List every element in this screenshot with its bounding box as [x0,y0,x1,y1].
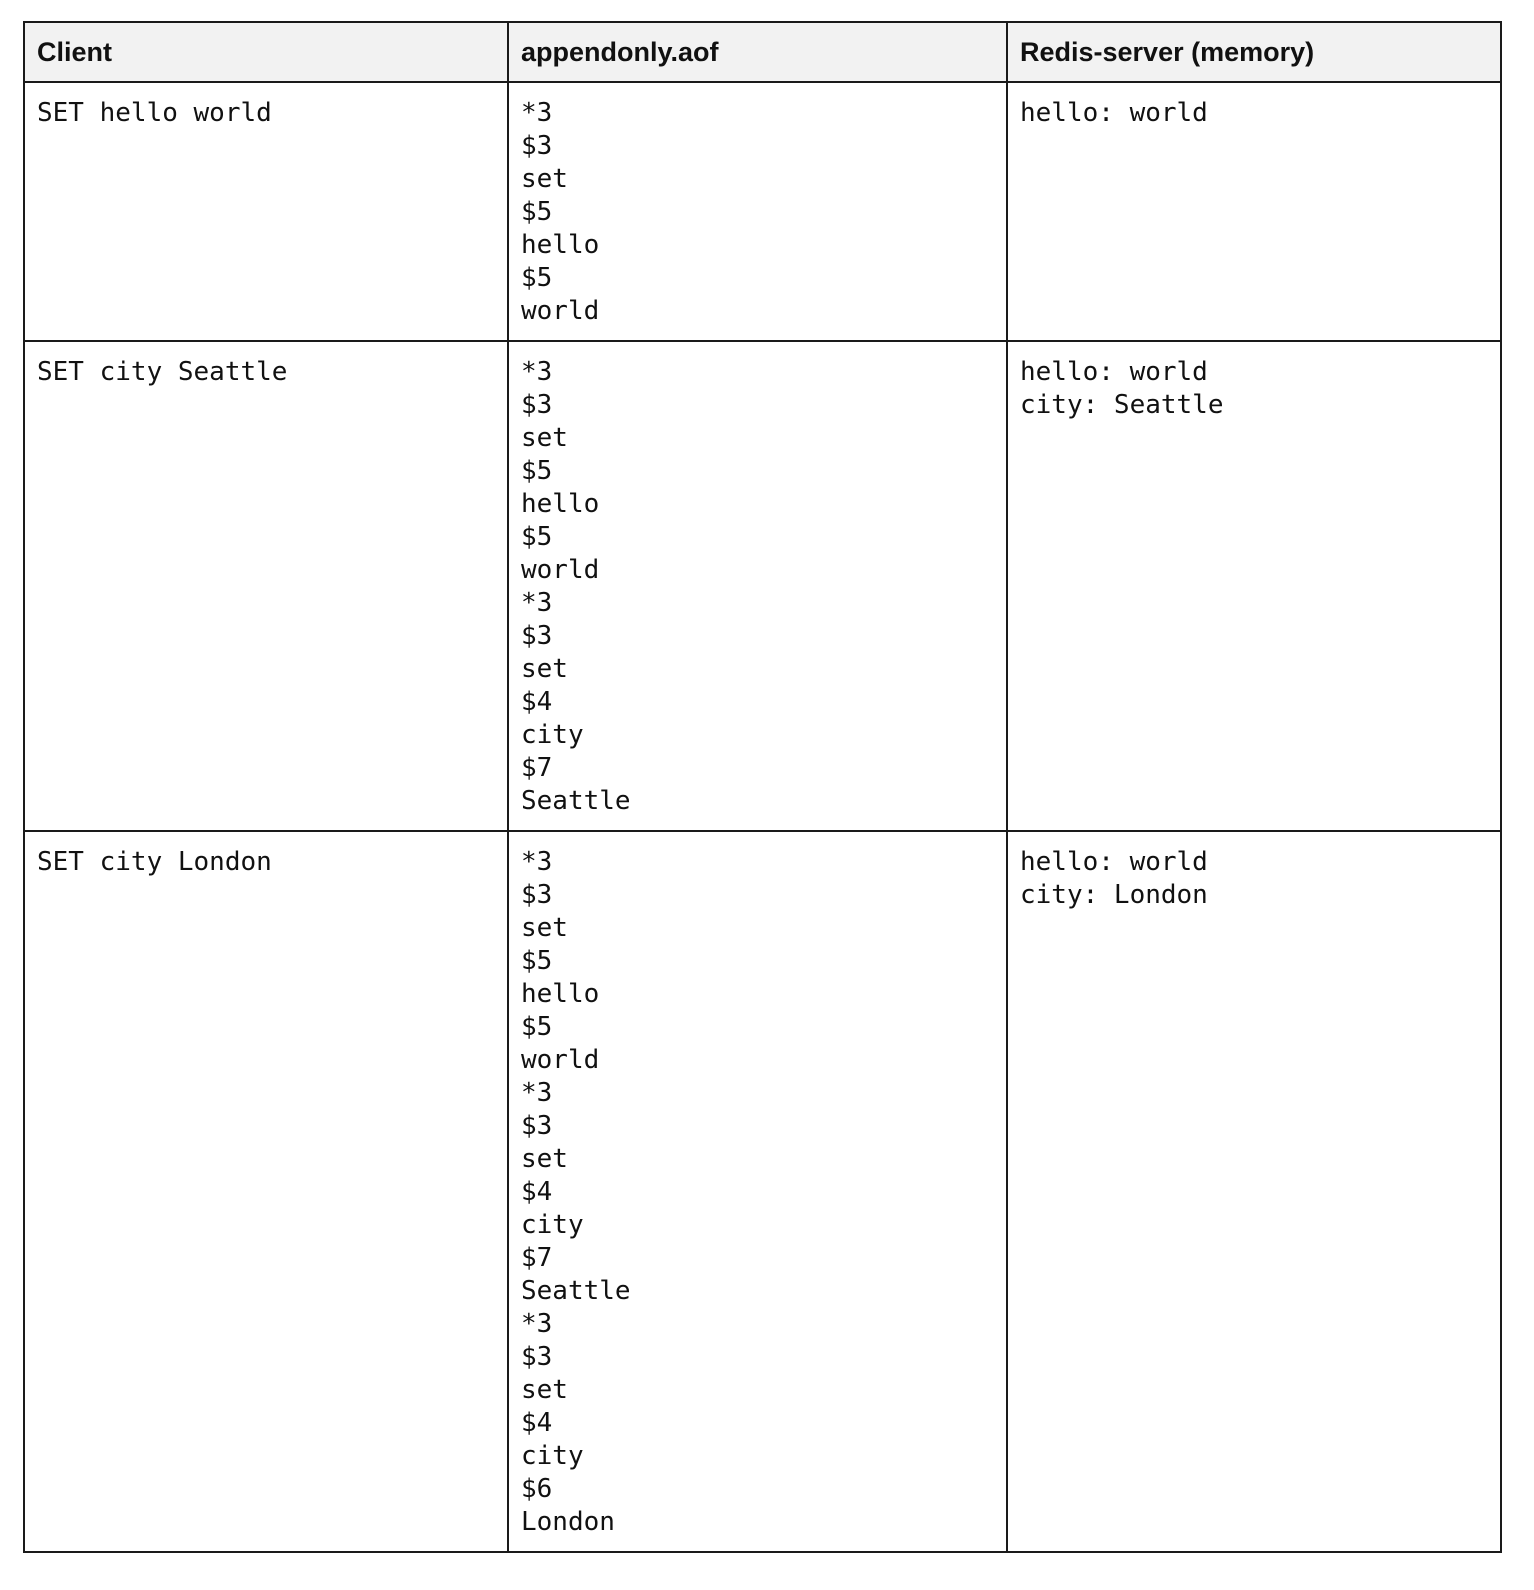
table-row [24,831,1501,1552]
aof-line: $5 [521,263,553,293]
aof-line: $3 [521,131,553,161]
aof-line: $5 [521,1012,553,1042]
aof-line: $4 [521,687,553,717]
aof-line: $5 [521,456,553,486]
aof-content-cell [508,831,1007,1552]
table-row [24,341,1501,831]
aof-line: city [521,1441,584,1471]
aof-line: world [521,555,600,585]
aof-line: *3 [521,98,553,128]
aof-line: *3 [521,588,553,618]
client-command-cell [24,341,508,831]
aof-line: $4 [521,1408,553,1438]
aof-line: $3 [521,1342,553,1372]
aof-line: set [521,654,568,684]
aof-line: city [521,720,584,750]
client-command-cell [24,82,508,341]
aof-line: hello [521,979,600,1009]
aof-line: *3 [521,357,553,387]
memory-content-cell [1007,82,1501,341]
memory-entry: hello: world [1020,847,1208,877]
aof-content-cell [508,82,1007,341]
table-body [24,82,1501,1552]
aof-line: *3 [521,847,553,877]
aof-content-cell [508,341,1007,831]
table-header-row [24,22,1501,82]
memory-entry: city: Seattle [1020,390,1224,420]
aof-line: $7 [521,753,553,783]
aof-line: hello [521,489,600,519]
memory-entry: hello: world [1020,98,1208,128]
aof-line: set [521,164,568,194]
aof-line: $3 [521,880,553,910]
client-command: SET city London [37,847,272,877]
aof-line: set [521,423,568,453]
memory-entry: hello: world [1020,357,1208,387]
memory-content-cell [1007,831,1501,1552]
aof-line: $3 [521,1111,553,1141]
aof-line: London [521,1507,615,1537]
aof-line: *3 [521,1078,553,1108]
aof-line: set [521,1375,568,1405]
aof-line: set [521,913,568,943]
header-client: Client [24,22,508,82]
aof-line: $5 [521,946,553,976]
aof-line: *3 [521,1309,553,1339]
header-appendonly-aof: appendonly.aof [508,22,1007,82]
aof-line: world [521,296,600,326]
memory-entry: city: London [1020,880,1208,910]
aof-line: hello [521,230,600,260]
table-row [24,82,1501,341]
aof-line: world [521,1045,600,1075]
client-command: SET city Seattle [37,357,288,387]
client-command: SET hello world [37,98,272,128]
client-command-cell [24,831,508,1552]
aof-line: $3 [521,621,553,651]
aof-line: set [521,1144,568,1174]
aof-line: city [521,1210,584,1240]
aof-line: Seattle [521,786,631,816]
aof-line: $5 [521,197,553,227]
aof-line: $3 [521,390,553,420]
aof-line: $5 [521,522,553,552]
aof-line: $6 [521,1474,553,1504]
aof-line: $7 [521,1243,553,1273]
header-redis-server-memory: Redis-server (memory) [1007,22,1501,82]
memory-content-cell [1007,341,1501,831]
aof-comparison-table [23,21,1502,1553]
aof-line: $4 [521,1177,553,1207]
aof-line: Seattle [521,1276,631,1306]
